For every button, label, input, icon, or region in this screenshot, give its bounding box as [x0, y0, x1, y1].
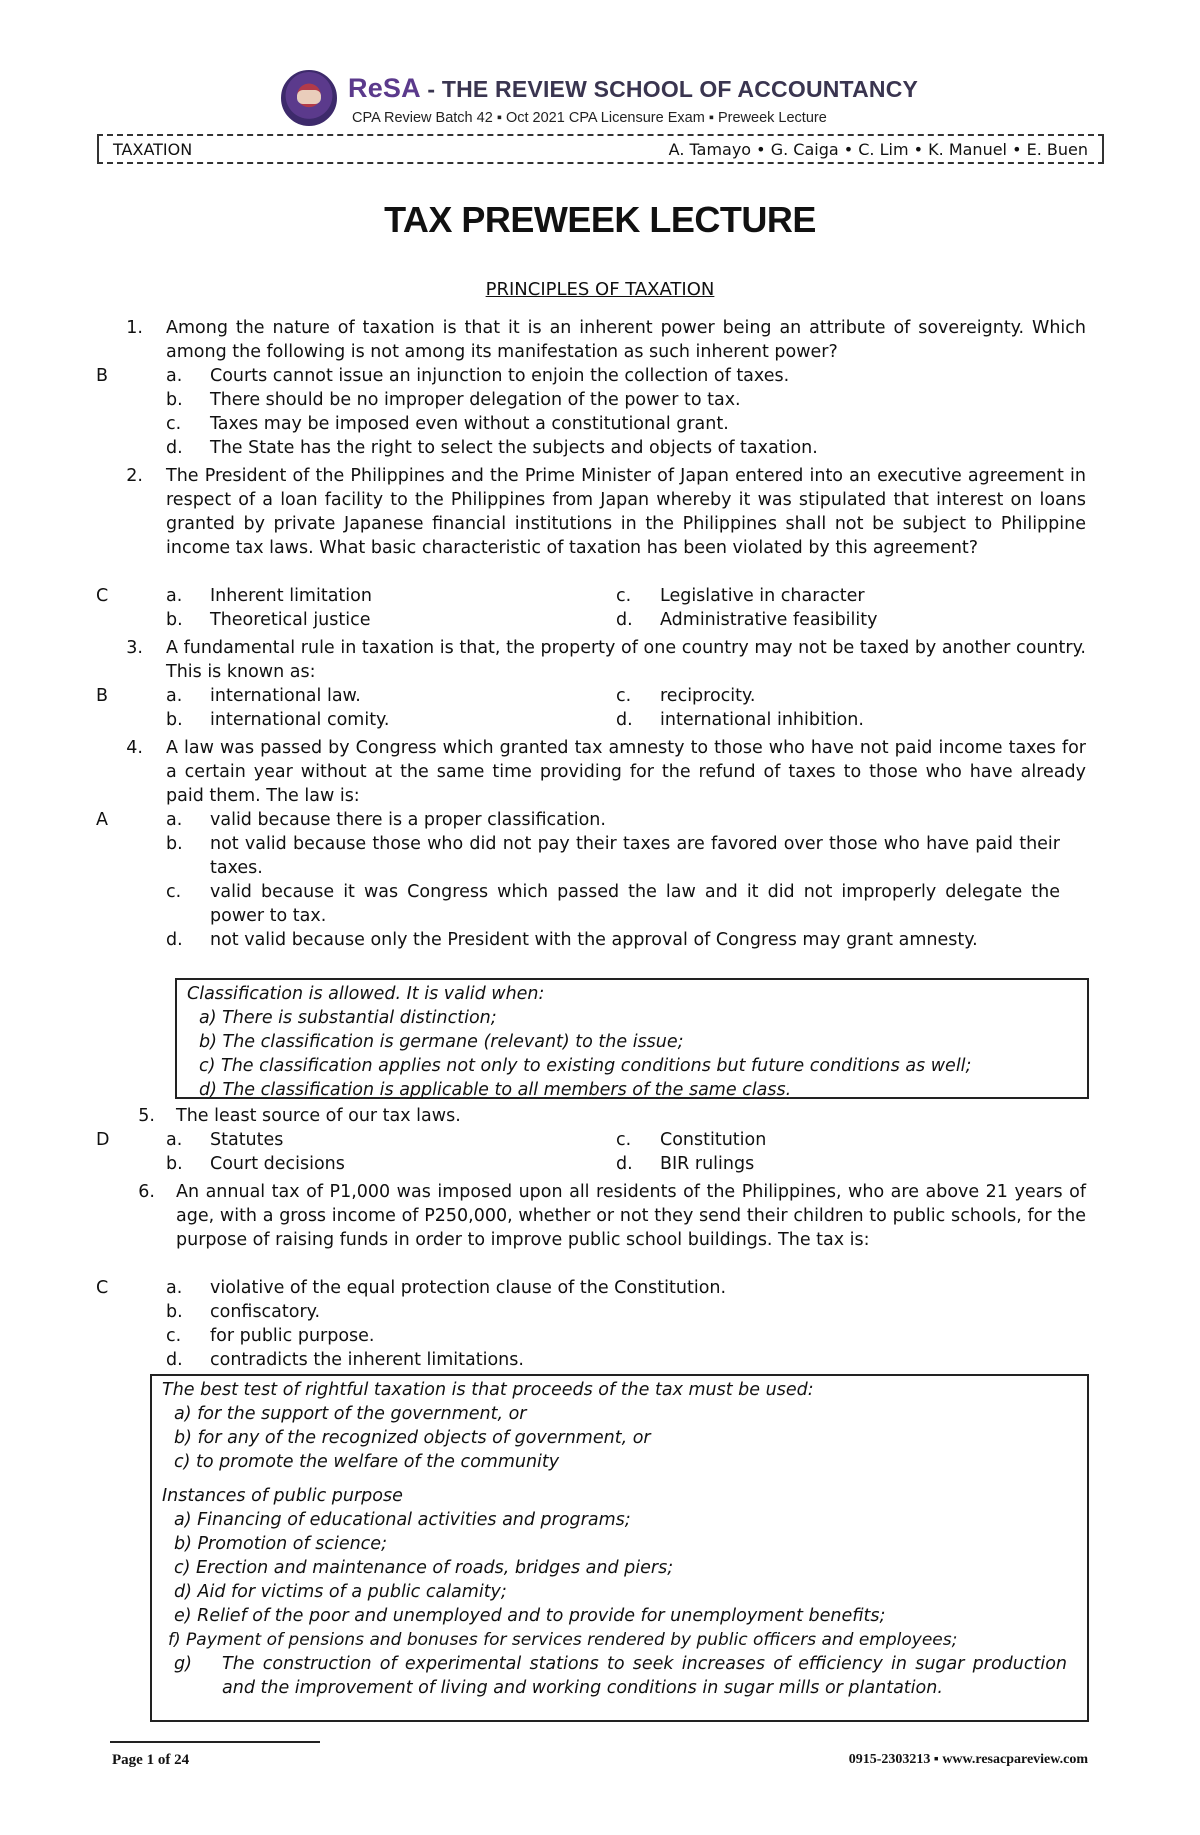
option: a. Courts cannot issue an injunction to enjoin the collection of taxes. [166, 366, 790, 386]
option: a. international law. [166, 686, 361, 706]
option: c. Constitution [616, 1130, 767, 1150]
option: b. not valid because those who did not pay their taxes are favored over those who have paid their taxes. [166, 834, 1060, 878]
question-number: 5. [138, 1106, 155, 1126]
answer-key: B [96, 686, 109, 706]
subject: TAXATION [113, 140, 193, 159]
option: b. Court decisions [166, 1154, 345, 1174]
option: d. BIR rulings [616, 1154, 755, 1174]
footer-divider [110, 1741, 320, 1743]
option: d. The State has the right to select the subjects and objects of taxation. [166, 438, 818, 458]
question-stem: The least source of our tax laws. [176, 1106, 461, 1126]
school-prefix: ReSA [348, 73, 421, 103]
option: a. Statutes [166, 1130, 284, 1150]
option: c. Taxes may be imposed even without a constitutional grant. [166, 414, 729, 434]
section-title: PRINCIPLES OF TAXATION [485, 279, 715, 300]
question-stem: Among the nature of taxation is that it is an inherent power being an attribute of sovereignty. Which among the following is not among its manifestation as such inherent power? [166, 318, 1086, 362]
footer-contact: 0915-2303213 ▪ www.resacpareview.com [848, 1752, 1088, 1767]
option: c. Legislative in character [616, 586, 865, 606]
question-number: 2. [126, 466, 143, 486]
option: d. contradicts the inherent limitations. [166, 1350, 524, 1370]
question-stem: An annual tax of P1,000 was imposed upon all residents of the Philippines, who are above 21 years of age, with a gross income of P250,000, whether or not they send their children to public schools, for the purpose of raising funds in order to improve public school buildings. The tax is: [176, 1182, 1086, 1250]
option: b. Theoretical justice [166, 610, 371, 630]
answer-key: C [96, 1278, 109, 1298]
note-public-purpose: The best test of rightful taxation is that proceeds of the tax must be used: a) for the support of the government, or b) for any of the recognized objects of government, or c) to promote the welfare of the community Instances of public purpose a) Financing of educational activities and programs; b) Promotion of science; c) Erection and maintenance of roads, bridges and piers; d) Aid for victims of a public calamity; e) Relief of the poor and unemployed and to provide for unemployment benefits; f) Payment of pensions and bonuses for services rendered by public officers and employees; g) The construction of experimental stations to seek increases of efficiency in sugar production and the improvement of living and working conditions in sugar mills or plantation. [150, 1374, 1089, 1722]
subject-bar [97, 134, 1104, 164]
question-number: 1. [126, 318, 143, 338]
option: a. valid because there is a proper classification. [166, 810, 606, 830]
school-name-rest: - THE REVIEW SCHOOL OF ACCOUNTANCY [420, 76, 919, 102]
question-number: 6. [138, 1182, 155, 1202]
question-number: 4. [126, 738, 143, 758]
batch-line: CPA Review Batch 42 ▪ Oct 2021 CPA Licensure Exam ▪ Preweek Lecture [352, 110, 827, 126]
answer-key: C [96, 586, 109, 606]
option: d. Administrative feasibility [616, 610, 878, 630]
question-stem: A fundamental rule in taxation is that, the property of one country may not be taxed by another country. This is known as: [166, 638, 1086, 682]
option: c. reciprocity. [616, 686, 756, 706]
page-number: Page 1 of 24 [112, 1752, 190, 1768]
option: b. There should be no improper delegation of the power to tax. [166, 390, 741, 410]
option: d. international inhibition. [616, 710, 864, 730]
option: d. not valid because only the President with the approval of Congress may grant amnesty. [166, 930, 978, 950]
option: c. valid because it was Congress which passed the law and it did not improperly delegate the power to tax. [166, 882, 1060, 926]
lecturers: A. Tamayo • G. Caiga • C. Lim • K. Manuel • E. Buen [668, 140, 1088, 159]
school-name [348, 73, 919, 103]
question-stem: A law was passed by Congress which granted tax amnesty to those who have not paid income taxes for a certain year without at the same time providing for the refund of taxes to those who have already paid them. The law is: [166, 738, 1086, 806]
answer-key: B [96, 366, 109, 386]
header [0, 66, 1200, 132]
answer-key: D [96, 1130, 110, 1150]
option: a. violative of the equal protection clause of the Constitution. [166, 1278, 727, 1298]
resa-logo [281, 70, 337, 126]
answer-key: A [96, 810, 108, 830]
question-number: 3. [126, 638, 143, 658]
page-title: TAX PREWEEK LECTURE [384, 199, 816, 240]
question-stem: The President of the Philippines and the Prime Minister of Japan entered into an executive agreement in respect of a loan facility to the Philippines from Japan whereby it was stipulated that interest on loans granted by private Japanese financial institutions in the Philippines shall not be subject to Philippine income tax laws. What basic characteristic of taxation has been violated by this agreement? [166, 466, 1086, 558]
note-classification: Classification is allowed. It is valid when: a) There is substantial distinction; b) The classification is germane (relevant) to the issue; c) The classification applies not only to existing conditions but future conditions as well; d) The classification is applicable to all members of the same class. [175, 978, 1089, 1099]
option: b. confiscatory. [166, 1302, 321, 1322]
option: a. Inherent limitation [166, 586, 372, 606]
option: c. for public purpose. [166, 1326, 375, 1346]
option: b. international comity. [166, 710, 390, 730]
